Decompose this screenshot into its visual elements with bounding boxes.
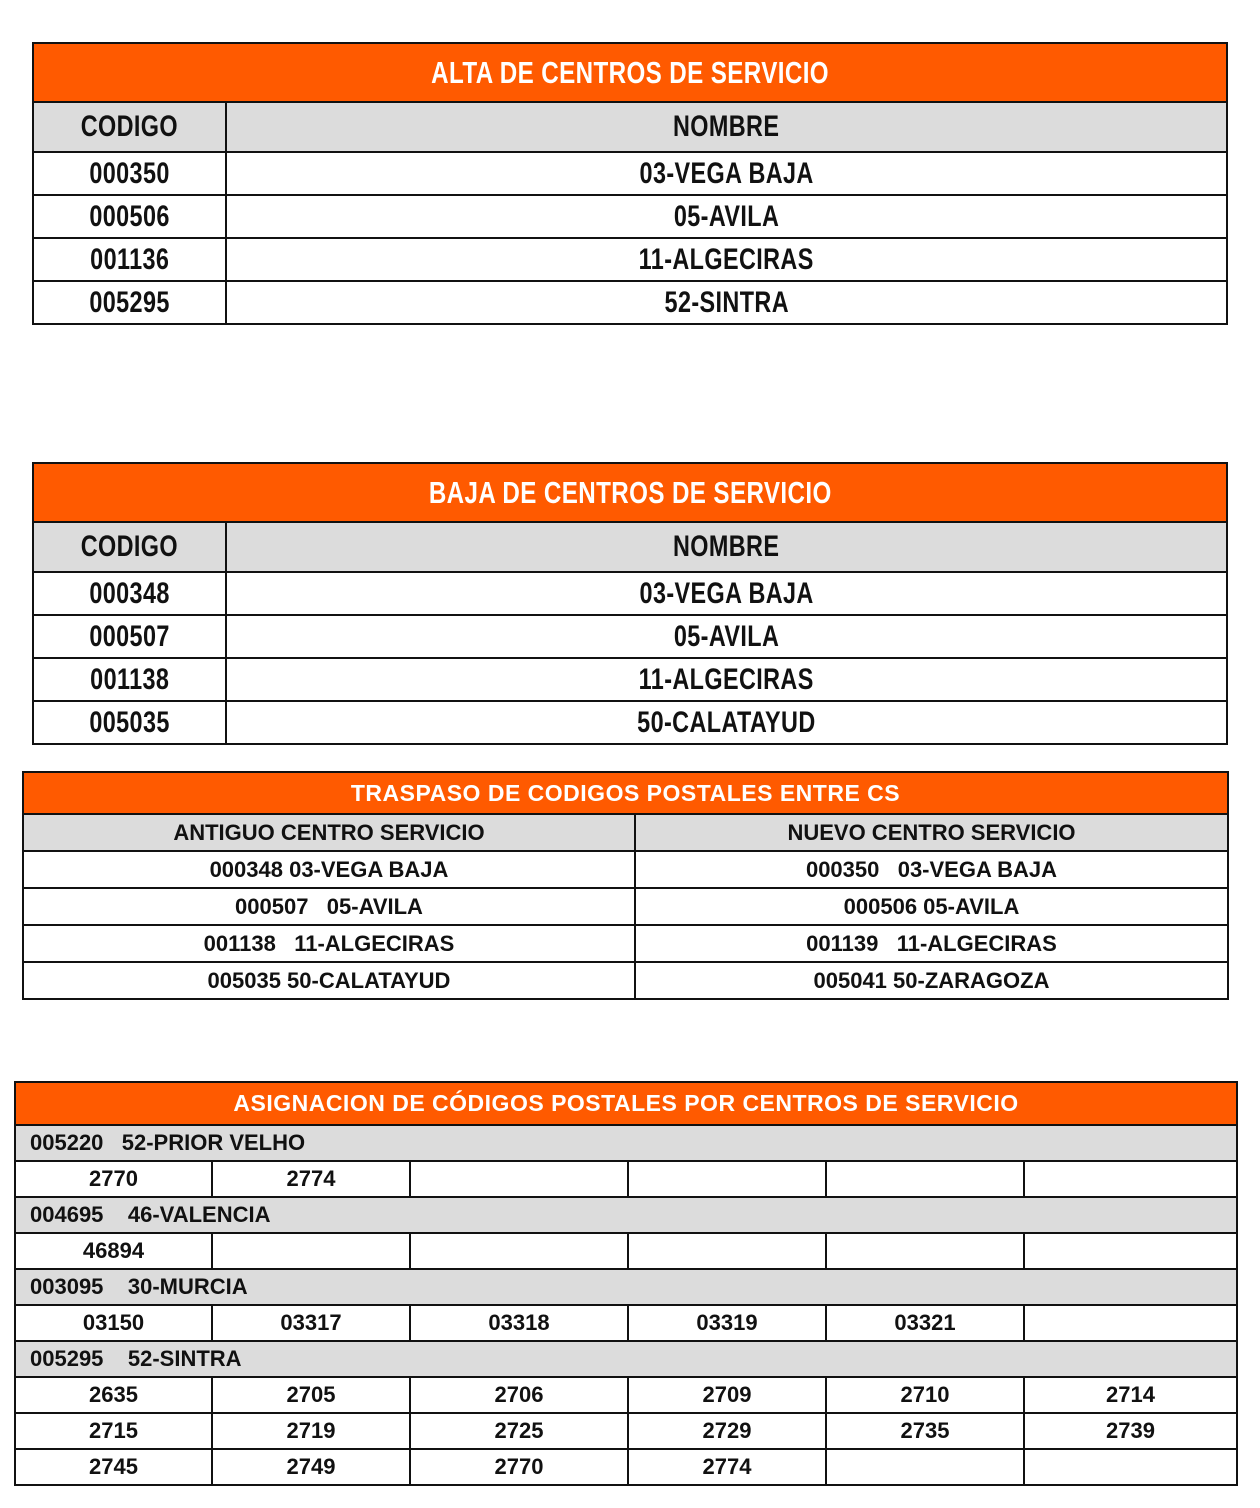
postal-code-cell: 2770 bbox=[15, 1161, 212, 1197]
table-row bbox=[23, 962, 1228, 999]
postal-code-cell: 2770 bbox=[410, 1449, 628, 1485]
nuevo-cell: 001139 11-ALGECIRAS bbox=[635, 925, 1228, 962]
postal-code-cell: 03319 bbox=[628, 1305, 826, 1341]
postal-code-cell: 2774 bbox=[212, 1161, 410, 1197]
postal-code-cell: 2749 bbox=[212, 1449, 410, 1485]
alta-col-nombre: NOMBRE bbox=[226, 102, 1227, 152]
postal-code-cell: 2774 bbox=[628, 1449, 826, 1485]
codigo-cell: 005035 bbox=[33, 701, 226, 744]
postal-code-cell bbox=[1024, 1305, 1237, 1341]
table-row bbox=[33, 572, 1227, 615]
table-row bbox=[33, 152, 1227, 195]
table-row bbox=[23, 888, 1228, 925]
postal-code-cell: 2714 bbox=[1024, 1377, 1237, 1413]
traspaso-table bbox=[22, 771, 1229, 1000]
table-row bbox=[33, 615, 1227, 658]
group-header: 004695 46-VALENCIA bbox=[15, 1197, 1237, 1233]
postal-code-cell: 2710 bbox=[826, 1377, 1024, 1413]
table-row bbox=[33, 281, 1227, 324]
table-row bbox=[33, 195, 1227, 238]
asignacion-title: ASIGNACION DE CÓDIGOS POSTALES POR CENTROS DE SERVICIO bbox=[15, 1082, 1237, 1125]
postal-code-cell: 2745 bbox=[15, 1449, 212, 1485]
nombre-cell: 03-VEGA BAJA bbox=[226, 572, 1227, 615]
postal-code-cell: 03318 bbox=[410, 1305, 628, 1341]
alta-col-codigo: CODIGO bbox=[33, 102, 226, 152]
table-row bbox=[15, 1413, 1237, 1449]
postal-code-cell bbox=[1024, 1161, 1237, 1197]
postal-code-cell bbox=[628, 1161, 826, 1197]
table-row bbox=[15, 1161, 1237, 1197]
nombre-cell: 05-AVILA bbox=[226, 195, 1227, 238]
traspaso-col-nuevo: NUEVO CENTRO SERVICIO bbox=[635, 814, 1228, 851]
postal-code-cell: 2719 bbox=[212, 1413, 410, 1449]
nombre-cell: 50-CALATAYUD bbox=[226, 701, 1227, 744]
codigo-cell: 001138 bbox=[33, 658, 226, 701]
codigo-cell: 001136 bbox=[33, 238, 226, 281]
postal-code-cell: 2725 bbox=[410, 1413, 628, 1449]
group-header: 005220 52-PRIOR VELHO bbox=[15, 1125, 1237, 1161]
antiguo-cell: 000348 03-VEGA BAJA bbox=[23, 851, 635, 888]
antiguo-cell: 005035 50-CALATAYUD bbox=[23, 962, 635, 999]
alta-table bbox=[32, 42, 1228, 325]
postal-code-cell bbox=[1024, 1449, 1237, 1485]
table-row bbox=[33, 658, 1227, 701]
table-row bbox=[23, 925, 1228, 962]
codigo-cell: 000507 bbox=[33, 615, 226, 658]
alta-title: ALTA DE CENTROS DE SERVICIO bbox=[33, 43, 1227, 102]
postal-code-cell: 03321 bbox=[826, 1305, 1024, 1341]
table-row bbox=[15, 1449, 1237, 1485]
postal-code-cell bbox=[628, 1233, 826, 1269]
group-header: 003095 30-MURCIA bbox=[15, 1269, 1237, 1305]
baja-title: BAJA DE CENTROS DE SERVICIO bbox=[33, 463, 1227, 522]
nuevo-cell: 005041 50-ZARAGOZA bbox=[635, 962, 1228, 999]
postal-code-cell bbox=[212, 1233, 410, 1269]
table-row bbox=[23, 851, 1228, 888]
nombre-cell: 11-ALGECIRAS bbox=[226, 238, 1227, 281]
antiguo-cell: 000507 05-AVILA bbox=[23, 888, 635, 925]
table-row bbox=[15, 1233, 1237, 1269]
postal-code-cell: 2735 bbox=[826, 1413, 1024, 1449]
baja-col-nombre: NOMBRE bbox=[226, 522, 1227, 572]
traspaso-title: TRASPASO DE CODIGOS POSTALES ENTRE CS bbox=[23, 772, 1228, 814]
postal-code-cell bbox=[1024, 1233, 1237, 1269]
baja-table bbox=[32, 462, 1228, 745]
codigo-cell: 000506 bbox=[33, 195, 226, 238]
antiguo-cell: 001138 11-ALGECIRAS bbox=[23, 925, 635, 962]
asignacion-table bbox=[14, 1081, 1238, 1486]
codigo-cell: 000348 bbox=[33, 572, 226, 615]
nombre-cell: 11-ALGECIRAS bbox=[226, 658, 1227, 701]
nombre-cell: 03-VEGA BAJA bbox=[226, 152, 1227, 195]
nuevo-cell: 000506 05-AVILA bbox=[635, 888, 1228, 925]
group-header: 005295 52-SINTRA bbox=[15, 1341, 1237, 1377]
postal-code-cell bbox=[826, 1161, 1024, 1197]
codigo-cell: 000350 bbox=[33, 152, 226, 195]
postal-code-cell: 03150 bbox=[15, 1305, 212, 1341]
postal-code-cell: 2706 bbox=[410, 1377, 628, 1413]
postal-code-cell: 2709 bbox=[628, 1377, 826, 1413]
nombre-cell: 52-SINTRA bbox=[226, 281, 1227, 324]
postal-code-cell: 2739 bbox=[1024, 1413, 1237, 1449]
table-row bbox=[15, 1305, 1237, 1341]
table-row bbox=[15, 1377, 1237, 1413]
postal-code-cell: 2635 bbox=[15, 1377, 212, 1413]
postal-code-cell bbox=[410, 1233, 628, 1269]
traspaso-col-antiguo: ANTIGUO CENTRO SERVICIO bbox=[23, 814, 635, 851]
postal-code-cell: 2729 bbox=[628, 1413, 826, 1449]
nuevo-cell: 000350 03-VEGA BAJA bbox=[635, 851, 1228, 888]
postal-code-cell: 03317 bbox=[212, 1305, 410, 1341]
postal-code-cell bbox=[826, 1233, 1024, 1269]
postal-code-cell bbox=[410, 1161, 628, 1197]
postal-code-cell bbox=[826, 1449, 1024, 1485]
codigo-cell: 005295 bbox=[33, 281, 226, 324]
table-row bbox=[33, 238, 1227, 281]
postal-code-cell: 2715 bbox=[15, 1413, 212, 1449]
postal-code-cell: 2705 bbox=[212, 1377, 410, 1413]
baja-col-codigo: CODIGO bbox=[33, 522, 226, 572]
postal-code-cell: 46894 bbox=[15, 1233, 212, 1269]
nombre-cell: 05-AVILA bbox=[226, 615, 1227, 658]
table-row bbox=[33, 701, 1227, 744]
